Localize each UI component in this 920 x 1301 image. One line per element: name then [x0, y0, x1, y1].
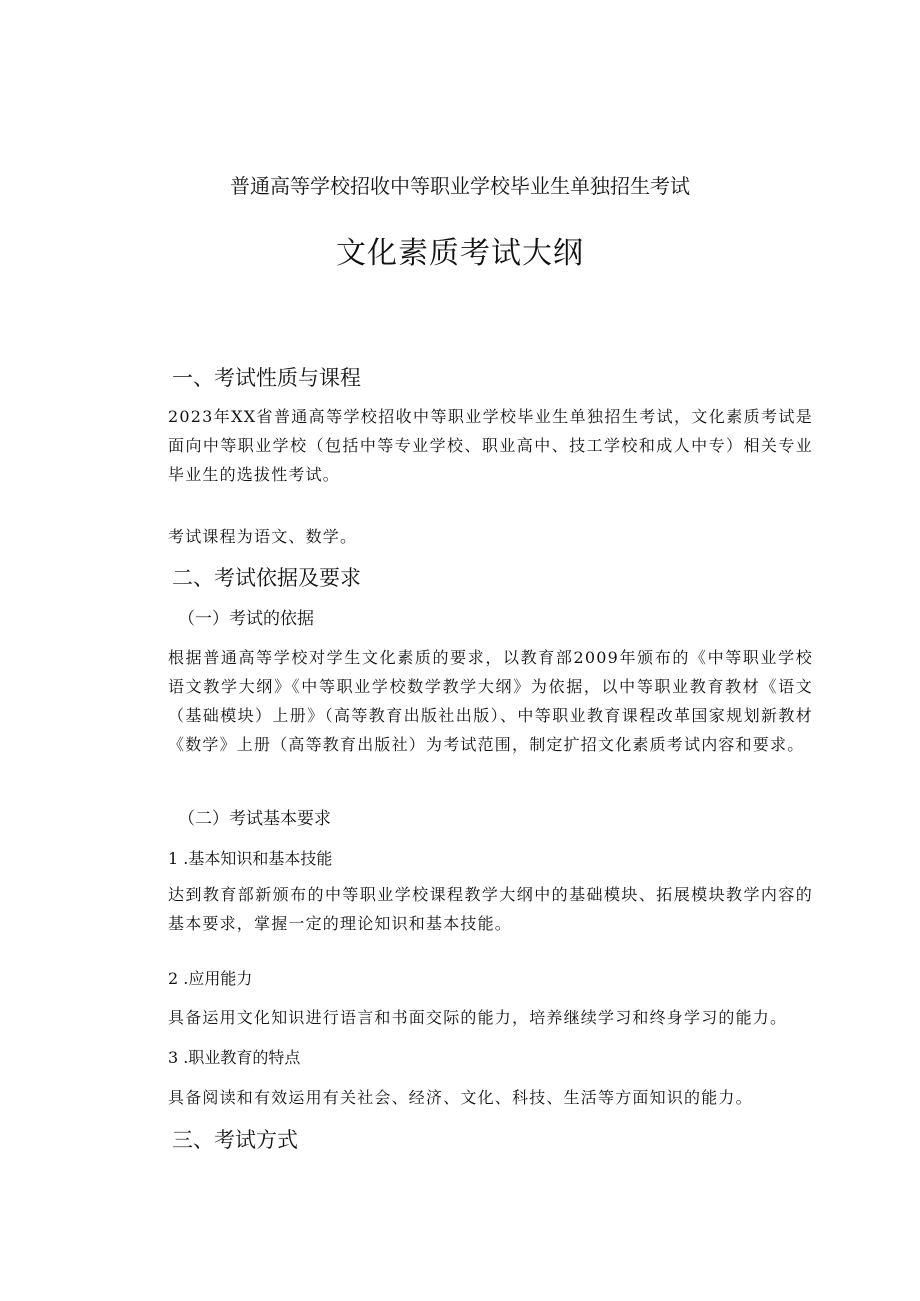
document-title: 文化素质考试大纲 [336, 236, 584, 271]
section3-heading: 三、考试方式 [172, 1128, 298, 1152]
requirement-item-text: 具备运用文化知识进行语言和书面交际的能力，培养继续学习和终身学习的能力。 [168, 1008, 788, 1027]
requirement-item-title: 3 .职业教育的特点 [168, 1048, 301, 1067]
section2-sub2-heading: （二）考试基本要求 [178, 809, 331, 829]
section1-heading: 一、考试性质与课程 [172, 366, 361, 390]
section2-sub1-heading: （一）考试的依据 [178, 609, 314, 629]
section1-paragraph2: 考试课程为语文、数学。 [168, 527, 358, 546]
requirement-item-title: 2 .应用能力 [168, 969, 253, 988]
requirement-item-text: 具备阅读和有效运用有关社会、经济、文化、科技、生活等方面知识的能力。 [168, 1088, 753, 1107]
document-subtitle: 普通高等学校招收中等职业学校毕业生单独招生考试 [230, 174, 690, 198]
section2-heading: 二、考试依据及要求 [172, 566, 361, 590]
requirement-item-title: 1 .基本知识和基本技能 [168, 849, 333, 868]
section1-paragraph1: 2023年XX省普通高等学校招收中等职业学校毕业生单独招生考试，文化素质考试是面向中等职业学校（包括中等专业学校、职业高中、技工学校和成人中专）相关专业毕业生的选拔性考试。 [168, 407, 813, 484]
requirement-item-text: 达到教育部新颁布的中等职业学校课程教学大纲中的基础模块、拓展模块教学内容的基本要求，掌握一定的理论知识和基本技能。 [168, 885, 813, 933]
section2-sub1-paragraph: 根据普通高等学校对学生文化素质的要求，以教育部2009年颁布的《中等职业学校语文教学大纲》《中等职业学校数学教学大纲》为依据，以中等职业教育教材《语文（基础模块）上册》（高等教育出版社出版）、中等职业教育课程改革国家规划新教材《数学》上册（高等教育出版社）为考试范围，制定扩招文化素质考试内容和要求。 [168, 648, 813, 754]
